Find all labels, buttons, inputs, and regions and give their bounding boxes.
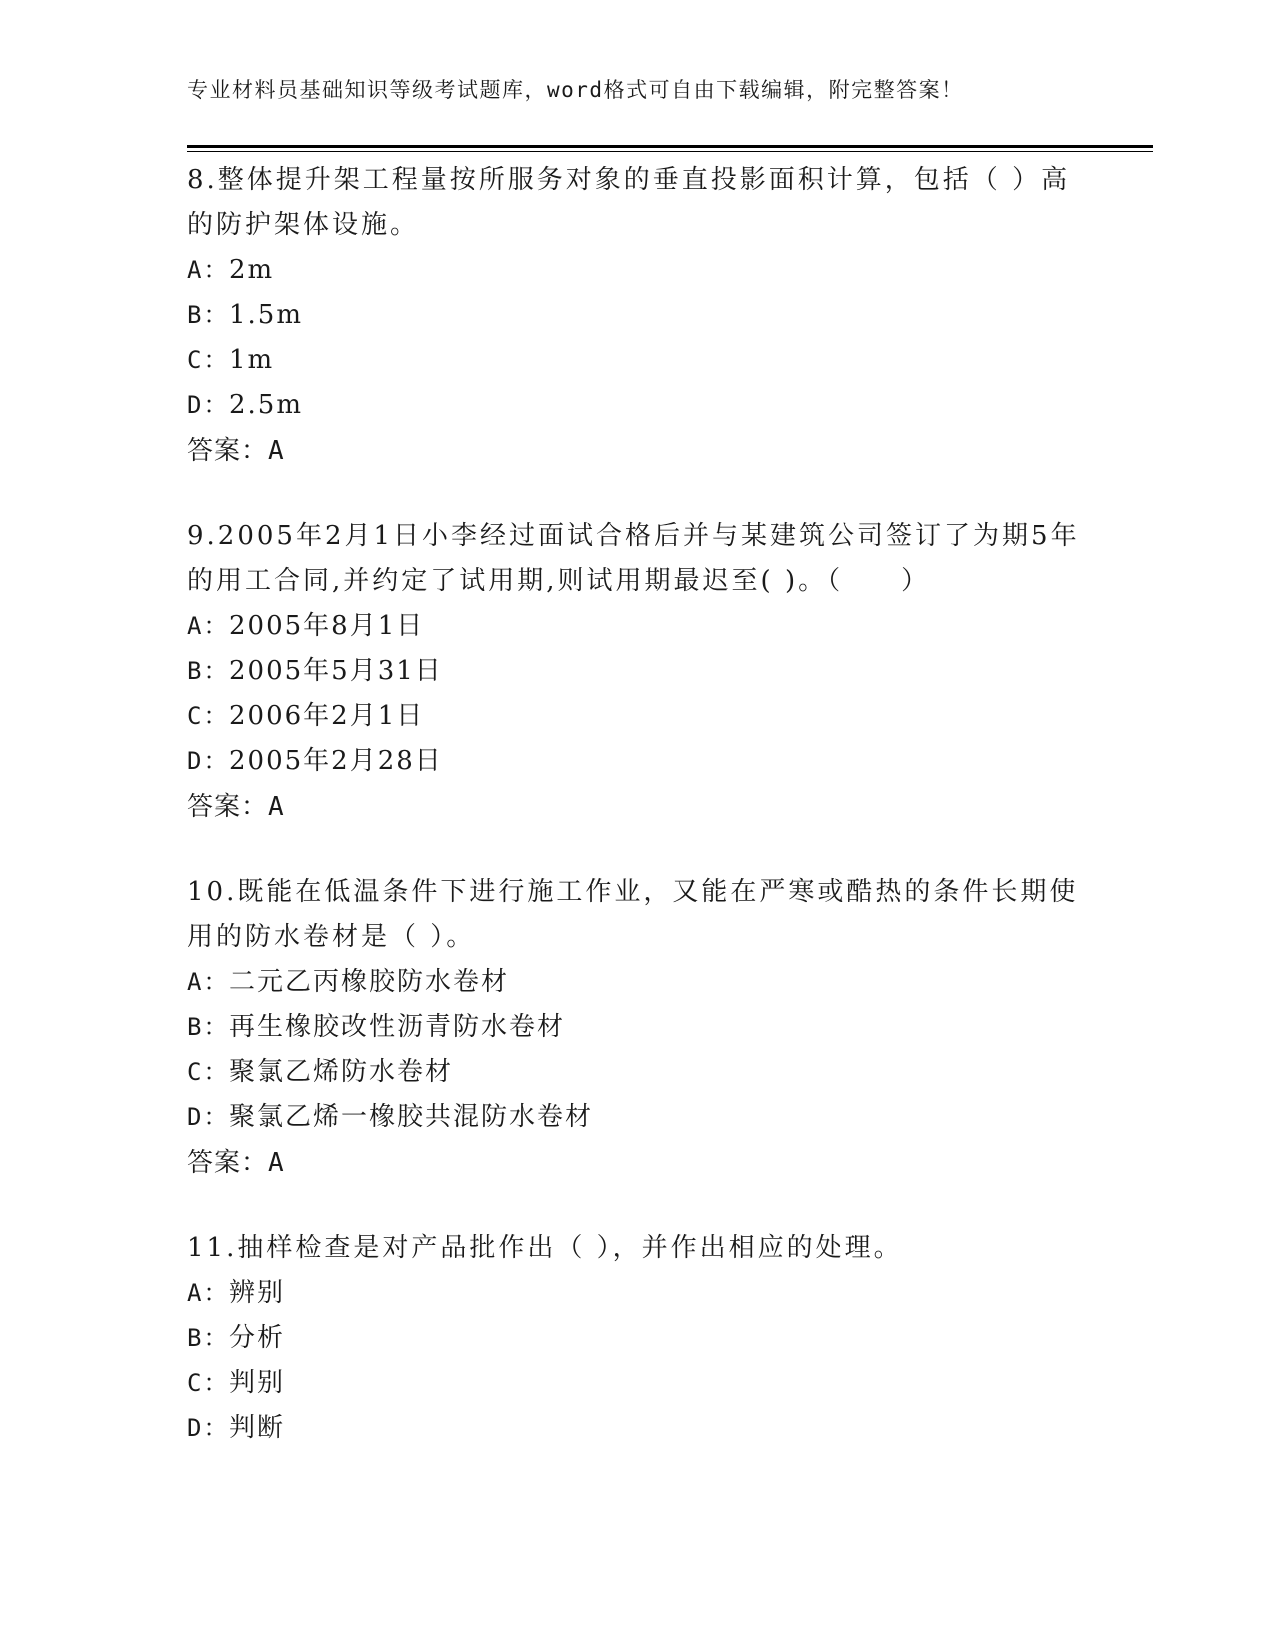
option-label: B： bbox=[187, 1013, 230, 1041]
option-text: 辨别 bbox=[229, 1278, 286, 1308]
option-text: 2m bbox=[229, 255, 275, 285]
option-label: B： bbox=[187, 657, 230, 685]
option-text: 聚氯乙烯防水卷材 bbox=[229, 1057, 454, 1087]
option-text: 再生橡胶改性沥青防水卷材 bbox=[229, 1012, 566, 1042]
option-label: D： bbox=[187, 1103, 230, 1131]
option-label: C： bbox=[187, 1058, 230, 1086]
question-text: 9.2005年2月1日小李经过面试合格后并与某建筑公司签订了为期5年的用工合同,并约定了试用期,则试用期最迟至( )。（ ） bbox=[187, 521, 1080, 596]
option-c bbox=[187, 694, 1087, 739]
option-label: A： bbox=[187, 1279, 230, 1307]
option-text: 聚氯乙烯一橡胶共混防水卷材 bbox=[229, 1102, 594, 1132]
option-label: C： bbox=[187, 1369, 230, 1397]
option-b bbox=[187, 649, 1087, 694]
option-d bbox=[187, 1095, 1087, 1140]
option-text: 2005年2月28日 bbox=[229, 746, 443, 776]
answer-label: 答案： bbox=[187, 792, 269, 822]
option-text: 判断 bbox=[229, 1413, 286, 1443]
option-text: 1m bbox=[229, 345, 275, 375]
answer bbox=[187, 1140, 1087, 1186]
option-text: 分析 bbox=[229, 1323, 286, 1353]
option-label: D： bbox=[187, 391, 230, 419]
header-divider-thin bbox=[187, 151, 1153, 152]
option-c bbox=[187, 1050, 1087, 1095]
question-list bbox=[187, 158, 1087, 1491]
option-a bbox=[187, 604, 1087, 649]
option-label: A： bbox=[187, 968, 230, 996]
question-text: 11.抽样检查是对产品批作出（ ），并作出相应的处理。 bbox=[187, 1233, 903, 1263]
question-text: 8.整体提升架工程量按所服务对象的垂直投影面积计算，包括（ ）高的防护架体设施。 bbox=[187, 165, 1071, 240]
option-text: 二元乙丙橡胶防水卷材 bbox=[229, 967, 510, 997]
option-d bbox=[187, 1406, 1087, 1451]
option-b bbox=[187, 1316, 1087, 1361]
answer bbox=[187, 784, 1087, 830]
option-b bbox=[187, 293, 1087, 338]
option-a bbox=[187, 960, 1087, 1005]
question-text: 10.既能在低温条件下进行施工作业，又能在严寒或酷热的条件长期使用的防水卷材是（ ）。 bbox=[187, 877, 1079, 952]
option-label: A： bbox=[187, 612, 230, 640]
option-label: A： bbox=[187, 256, 230, 284]
option-label: C： bbox=[187, 702, 230, 730]
question-8 bbox=[187, 158, 1087, 474]
answer-label: 答案： bbox=[187, 436, 269, 466]
option-a bbox=[187, 1271, 1087, 1316]
option-text: 2.5m bbox=[229, 390, 304, 420]
option-text: 2005年8月1日 bbox=[229, 611, 425, 641]
answer bbox=[187, 428, 1087, 474]
option-label: D： bbox=[187, 747, 230, 775]
question-10 bbox=[187, 870, 1087, 1186]
answer-label: 答案： bbox=[187, 1148, 269, 1178]
option-text: 2006年2月1日 bbox=[229, 701, 425, 731]
header-divider-thick bbox=[187, 145, 1153, 148]
answer-value: A bbox=[268, 1148, 285, 1178]
option-b bbox=[187, 1005, 1087, 1050]
option-text: 1.5m bbox=[229, 300, 304, 330]
option-c bbox=[187, 338, 1087, 383]
option-a bbox=[187, 248, 1087, 293]
question-9 bbox=[187, 514, 1087, 830]
document-header: 专业材料员基础知识等级考试题库，word格式可自由下载编辑，附完整答案！ bbox=[187, 78, 964, 102]
option-text: 判别 bbox=[229, 1368, 286, 1398]
option-label: B： bbox=[187, 1324, 230, 1352]
option-d bbox=[187, 383, 1087, 428]
option-c bbox=[187, 1361, 1087, 1406]
answer-value: A bbox=[268, 792, 285, 822]
option-d bbox=[187, 739, 1087, 784]
option-label: D： bbox=[187, 1414, 230, 1442]
option-label: B： bbox=[187, 301, 230, 329]
option-label: C： bbox=[187, 346, 230, 374]
answer-value: A bbox=[268, 436, 285, 466]
option-text: 2005年5月31日 bbox=[229, 656, 443, 686]
question-11 bbox=[187, 1226, 1087, 1451]
